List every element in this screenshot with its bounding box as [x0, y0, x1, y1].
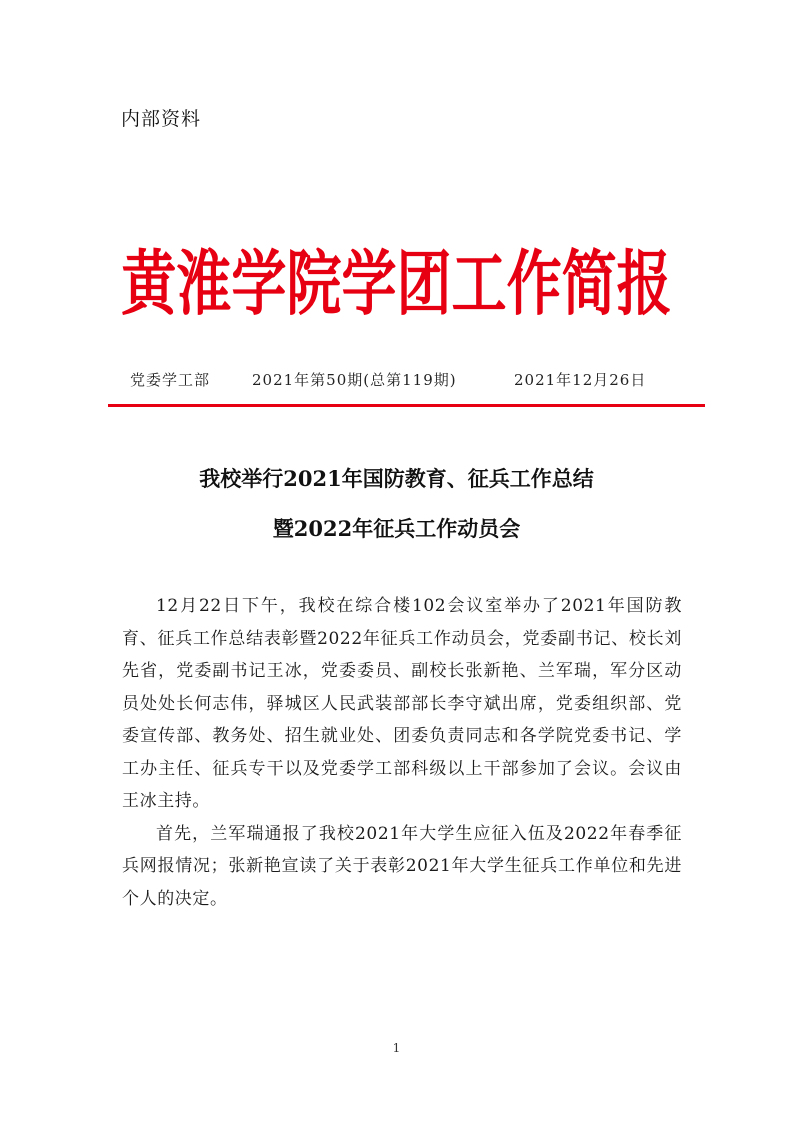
confidential-label: 内部资料 [121, 108, 202, 130]
issue-info [130, 369, 690, 390]
page-number: 1 [392, 1041, 401, 1055]
issue-date: 2021年12月26日 [514, 371, 647, 389]
issue-number: 2021年第50期(总第119期) [252, 371, 457, 389]
article-body [122, 590, 682, 915]
article-paragraph: 首先，兰军瑞通报了我校2021年大学生应征入伍及2022年春季征兵网报情况；张新艳宣读了关于表彰2021年大学生征兵工作单位和先进个人的决定。 [122, 823, 682, 909]
article-headline-line1: 我校举行2021年国防教育、征兵工作总结 [199, 466, 594, 491]
article-paragraph: 12月22日下午，我校在综合楼102会议室举办了2021年国防教育、征兵工作总结表彰暨2022年征兵工作动员会，党委副书记、校长刘先省，党委副书记王冰，党委委员、副校长张新艳、兰军瑞，军分区动员处处长何志伟，驿城区人民武装部部长李守斌出席，党委组织部、党委宣传部、教务处、招生就业处、团委负责同志和各学院党委书记、学工办主任、征兵专干以及党委学工部科级以上干部参加了会议。会议由王冰主持。 [122, 596, 682, 811]
issue-department: 党委学工部 [130, 371, 211, 389]
masthead-title: 黄淮学院学团工作简报 [121, 243, 672, 326]
masthead-divider [108, 404, 705, 407]
article-headline-line2: 暨2022年征兵工作动员会 [272, 516, 521, 541]
